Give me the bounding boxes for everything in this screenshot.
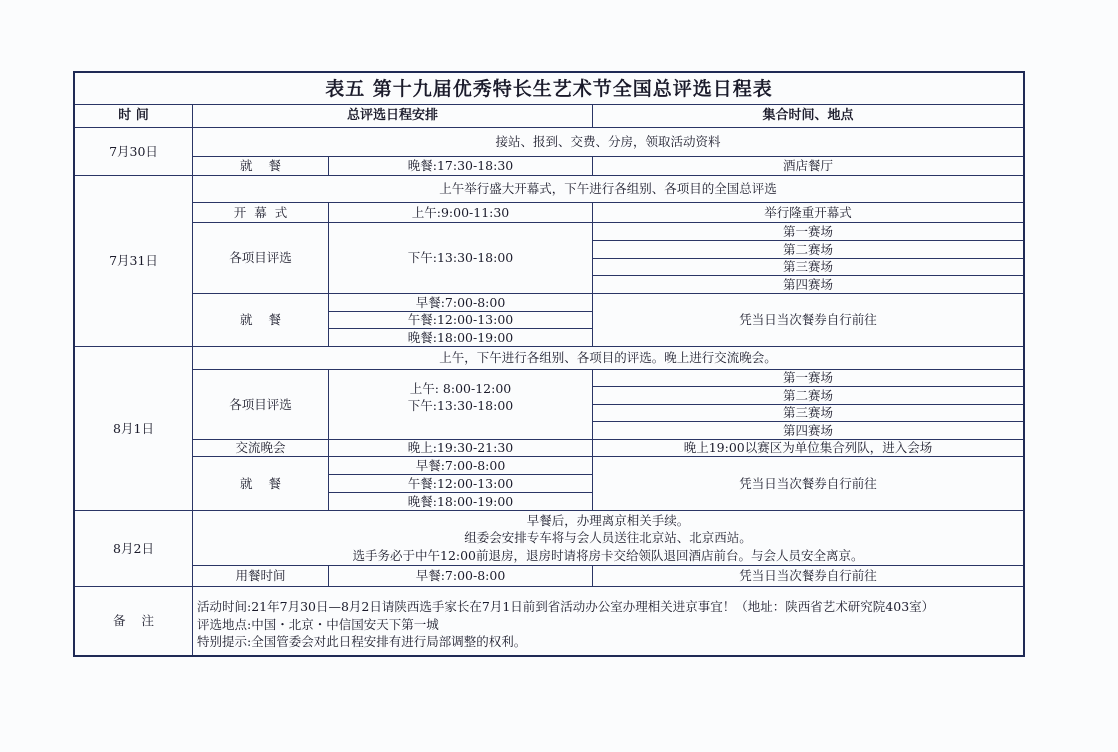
meal-dinner-0801: 晚餐:18:00-19:00 <box>328 492 592 510</box>
meal-place-0730: 酒店餐厅 <box>592 156 1023 175</box>
eval-time-am-0801: 上午: 8:00-12:00 <box>409 381 512 396</box>
venue-0801-1: 第一赛场 <box>592 369 1023 386</box>
header-schedule: 总评选日程安排 <box>192 104 592 127</box>
summary-0802-line-3: 选手务必于中午12:00前退房，退房时请将房卡交给领队退回酒店前台。与会人员安全离京。 <box>352 547 864 563</box>
venue-0801-2: 第二赛场 <box>592 386 1023 404</box>
eval-time-0801 <box>328 369 592 439</box>
summary-0730: 接站、报到、交费、分房，领取活动资料 <box>192 127 1023 156</box>
date-0730: 7月30日 <box>75 127 192 175</box>
table-title: 表五 第十九届优秀特长生艺术节全国总评选日程表 <box>325 77 773 100</box>
meal-lunch-0731: 午餐:12:00-13:00 <box>328 311 592 328</box>
summary-0802-line-1: 早餐后，办理离京相关手续。 <box>526 512 690 528</box>
remarks-line-1: 活动时间:21年7月30日—8月2日请陕西选手家长在7月1日前到省活动办公室办理相关进京事宜！（地址：陕西省艺术研究院403室） <box>197 599 935 614</box>
meal-place-0731: 凭当日当次餐券自行前往 <box>592 293 1023 346</box>
meal-lunch-0801: 午餐:12:00-13:00 <box>328 474 592 492</box>
party-time-0801: 晚上:19:30-21:30 <box>328 439 592 456</box>
venue-0731-1: 第一赛场 <box>592 222 1023 240</box>
meal-breakfast-0801: 早餐:7:00-8:00 <box>328 456 592 474</box>
eval-time-pm-0801: 下午:13:30-18:00 <box>407 398 514 413</box>
summary-0802-line-2: 组委会安排专车将与会人员送往北京站、北京西站。 <box>464 530 752 546</box>
opening-place-0731: 举行隆重开幕式 <box>592 202 1023 222</box>
date-0801: 8月1日 <box>75 346 192 510</box>
remarks-content <box>192 586 1023 655</box>
venue-0731-4: 第四赛场 <box>592 275 1023 293</box>
summary-0731: 上午举行盛大开幕式，下午进行各组别、各项目的全国总评选 <box>192 175 1023 202</box>
venue-0731-3: 第三赛场 <box>592 258 1023 275</box>
eval-label-0801: 各项目评选 <box>192 369 328 439</box>
remarks-label: 备 注 <box>75 586 192 655</box>
header-place: 集合时间、地点 <box>592 104 1023 127</box>
summary-0801: 上午，下午进行各组别、各项目的评选。晚上进行交流晚会。 <box>192 346 1023 369</box>
date-0731: 7月31日 <box>75 175 192 346</box>
party-place-0801: 晚上19:00以赛区为单位集合列队，进入会场 <box>592 439 1023 456</box>
opening-label-0731: 开 幕 式 <box>192 202 328 222</box>
eval-label-0731: 各项目评选 <box>192 222 328 293</box>
meal-place-0802: 凭当日当次餐券自行前往 <box>592 565 1023 586</box>
summary-0802 <box>192 510 1023 565</box>
meal-breakfast-0731: 早餐:7:00-8:00 <box>328 293 592 311</box>
schedule-table <box>73 71 1025 657</box>
party-label-0801: 交流晚会 <box>192 439 328 456</box>
opening-time-0731: 上午:9:00-11:30 <box>328 202 592 222</box>
remarks-line-2: 评选地点:中国・北京・中信国安天下第一城 <box>197 616 439 632</box>
venue-0731-2: 第二赛场 <box>592 240 1023 258</box>
meal-time-0730: 晚餐:17:30-18:30 <box>328 156 592 175</box>
venue-0801-3: 第三赛场 <box>592 404 1023 421</box>
meal-label-0730: 就 餐 <box>192 156 328 175</box>
meal-time-0802: 早餐:7:00-8:00 <box>328 565 592 586</box>
remarks-line-3: 特别提示:全国管委会对此日程安排有进行局部调整的权利。 <box>197 634 527 649</box>
meal-dinner-0731: 晚餐:18:00-19:00 <box>328 328 592 346</box>
venue-0801-4: 第四赛场 <box>592 421 1023 439</box>
date-0802: 8月2日 <box>75 510 192 586</box>
header-time: 时 间 <box>75 104 192 127</box>
meal-label-0802: 用餐时间 <box>192 565 328 586</box>
meal-place-0801: 凭当日当次餐券自行前往 <box>592 456 1023 510</box>
meal-label-0801: 就 餐 <box>192 456 328 510</box>
meal-label-0731: 就 餐 <box>192 293 328 346</box>
eval-time-0731: 下午:13:30-18:00 <box>328 222 592 293</box>
